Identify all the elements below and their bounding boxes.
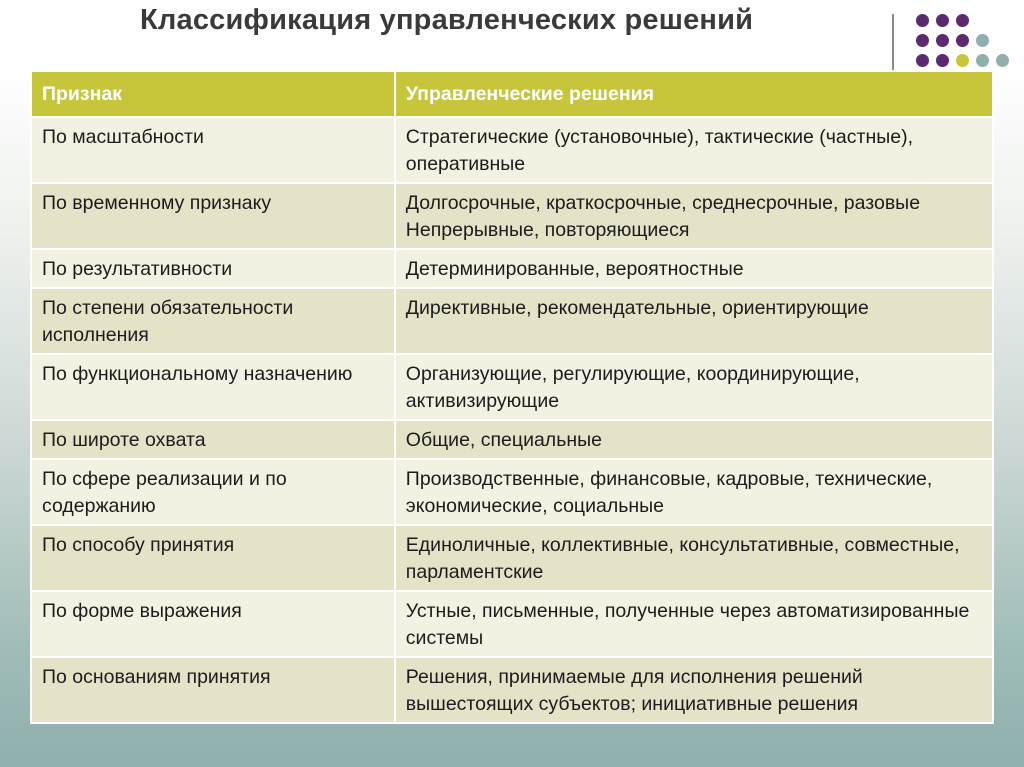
row-sign-cell: По временному признаку [31, 183, 395, 249]
title-divider [892, 14, 894, 70]
table-row [31, 354, 993, 420]
row-decisions-cell [395, 420, 993, 459]
table-row [31, 288, 993, 354]
dot-icon [916, 54, 929, 67]
row-sign-cell: По форме выражения [31, 591, 395, 657]
decisions-text: Директивные, рекомендательные, ориентирующие [405, 297, 869, 319]
row-sign-cell: По степени обязательности исполнения [31, 288, 395, 354]
decisions-text: Непрерывные, повторяющиеся [405, 219, 690, 241]
decisions-text: Производственные, финансовые, кадровые, технические, экономические, социальные [405, 468, 933, 517]
row-sign-cell: По основаниям принятия [31, 657, 395, 723]
dot-icon [956, 54, 969, 67]
dot-icon [956, 14, 969, 27]
decisions-text: Организующие, регулирующие, координирующие, активизирующие [405, 363, 860, 412]
row-sign-cell: По результативности [31, 249, 395, 288]
row-decisions-cell [395, 183, 993, 249]
row-decisions-cell [395, 657, 993, 723]
table-row [31, 459, 993, 525]
column-header-decisions: Управленческие решения [395, 71, 993, 117]
row-decisions-cell [395, 117, 993, 183]
table-row [31, 183, 993, 249]
table-row [31, 657, 993, 723]
table-row [31, 591, 993, 657]
page-title: Классификация управленческих решений [140, 4, 754, 36]
dot-icon [916, 34, 929, 47]
dot-icon [936, 34, 949, 47]
decisions-text: Общие, специальные [405, 429, 602, 451]
row-sign-cell: По функциональному назначению [31, 354, 395, 420]
decisions-text: Решения, принимаемые для исполнения решений вышестоящих субъектов; инициативные решения [405, 666, 863, 715]
dot-icon [936, 14, 949, 27]
classification-table [30, 70, 994, 724]
table-header-row [31, 71, 993, 117]
row-decisions-cell [395, 288, 993, 354]
dot-icon [916, 14, 929, 27]
row-sign-cell: По масштабности [31, 117, 395, 183]
row-decisions-cell [395, 591, 993, 657]
table-row [31, 249, 993, 288]
decisions-text: Стратегические (установочные), тактические (частные), оперативные [405, 126, 913, 175]
table-row [31, 420, 993, 459]
column-header-sign: Признак [31, 71, 395, 117]
table-row [31, 117, 993, 183]
row-decisions-cell [395, 525, 993, 591]
row-sign-cell: По сфере реализации и по содержанию [31, 459, 395, 525]
row-decisions-cell [395, 249, 993, 288]
row-sign-cell: По широте охвата [31, 420, 395, 459]
row-decisions-cell [395, 354, 993, 420]
decisions-text: Устные, письменные, полученные через автоматизированные системы [405, 600, 970, 649]
dot-icon [996, 54, 1009, 67]
decisions-text: Единоличные, коллективные, консультативные, совместные, парламентские [405, 534, 960, 583]
row-sign-cell: По способу принятия [31, 525, 395, 591]
dot-grid-icon [912, 14, 1012, 74]
dot-icon [936, 54, 949, 67]
dot-icon [956, 34, 969, 47]
table-row [31, 525, 993, 591]
decisions-text: Долгосрочные, краткосрочные, среднесрочные, разовые [405, 192, 921, 214]
decisions-text: Детерминированные, вероятностные [405, 258, 744, 280]
row-decisions-cell [395, 459, 993, 525]
dot-icon [976, 54, 989, 67]
dot-icon [976, 34, 989, 47]
